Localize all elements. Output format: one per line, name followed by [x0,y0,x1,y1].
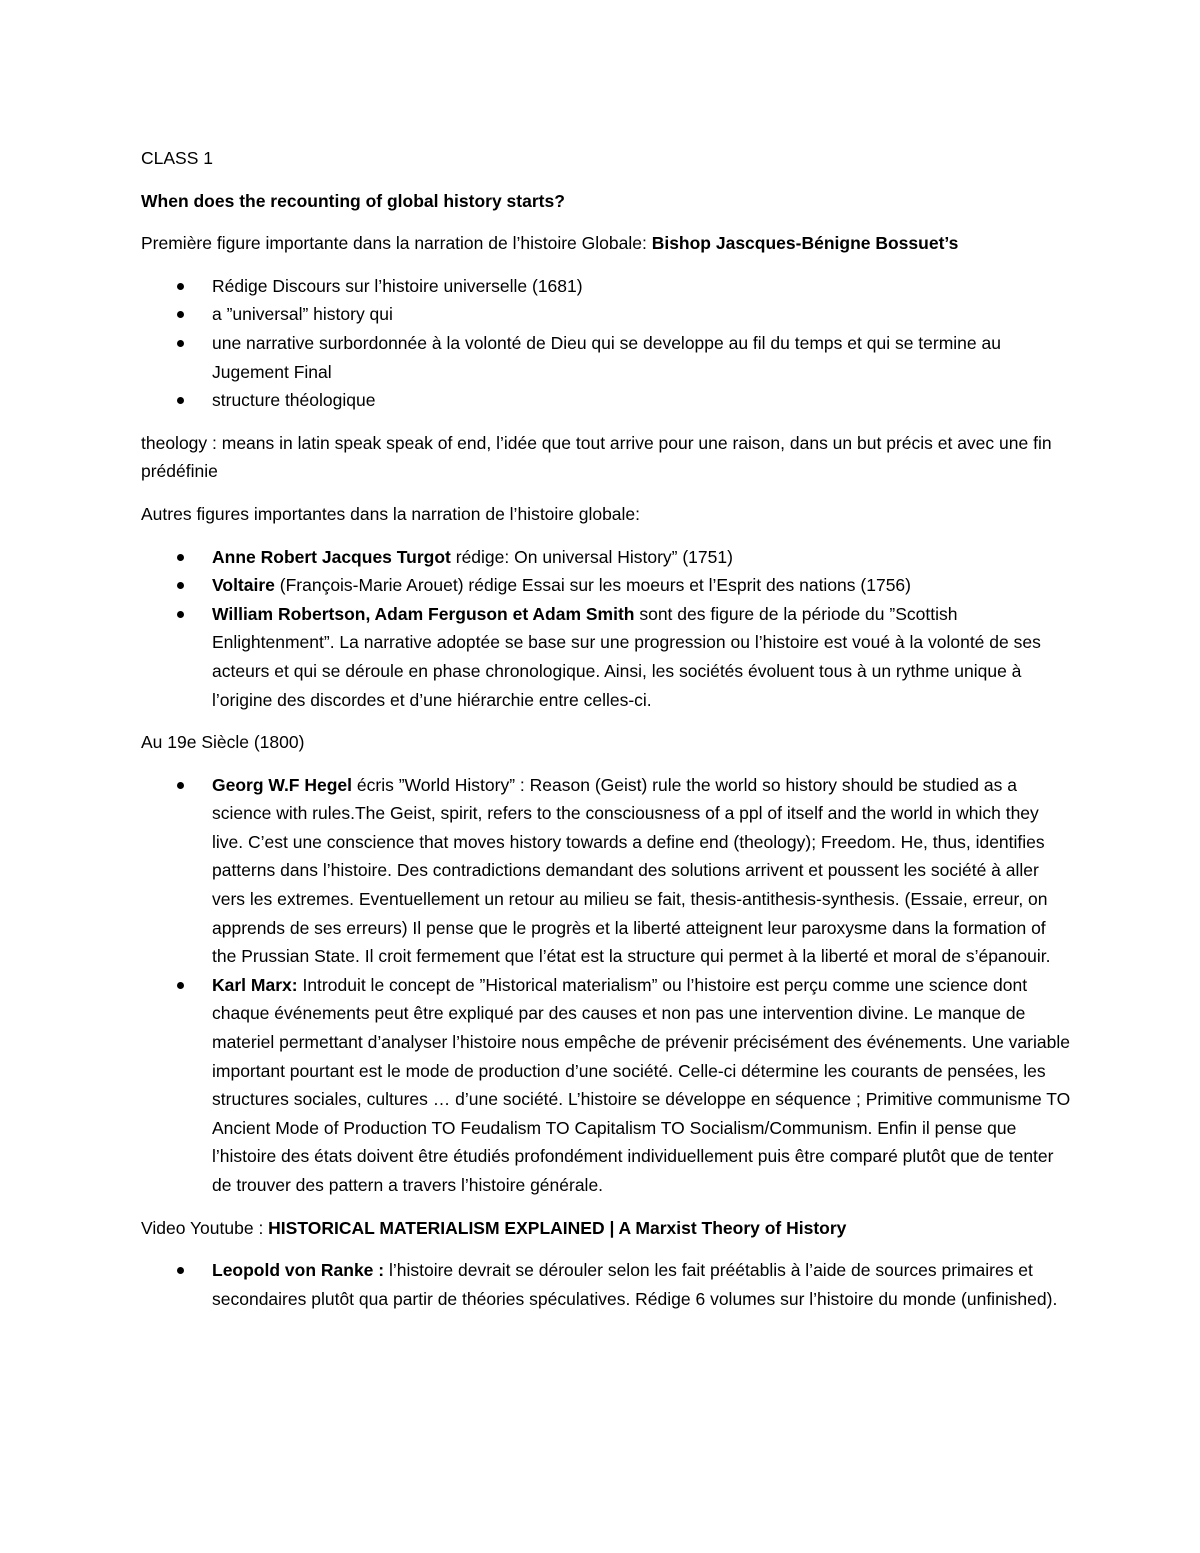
item-text: (François-Marie Arouet) rédige Essai sur les moeurs et l’Esprit des nations (1756) [274,575,911,596]
list-item: structure théologique [141,386,1071,415]
person-name: Georg W.F Hegel [212,774,353,795]
item-text: Introduit le concept de ”Historical materialism” ou l’histoire est perçu comme une science dont chaque événements peut être expliqué par des causes et non pas une intervention divine. Le manque de materiel permettant d’analyser l’histoire nous empêche de prévenir précisément des événements. Une variable important pourtant est le mode de production d’une société. Celle-ci détermine les courants de pensées, les structures sociales, cultures … d’une société. L’histoire se développe en séquence ; Primitive communisme TO Ancient Mode of Production TO Feudalism TO Capitalism TO Socialism/Communism. Enfin il pense que l’histoire des états doivent être étudiés profondément individuellement puis être comparé plutôt que de tenter de trouver des pattern a travers l’histoire générale. [212,974,1071,1195]
century-list [141,771,1071,1200]
item-text: sont des figure de la période du ”Scottish Enlightenment”. La narrative adoptée se base sur une progression ou l’histoire est voué à la volonté de ses acteurs et qui se déroule en phase chronologique. Ainsi, les sociétés évoluent tous à un rythme unique à l’origine des discordes et d’une hiérarchie entre celles-ci. [212,603,1041,710]
bossuet-name: Bishop Jascques-Bénigne Bossuet’s [651,233,959,254]
video-title: HISTORICAL MATERIALISM EXPLAINED | A Marxist Theory of History [268,1217,847,1238]
list-item [141,600,1071,714]
bossuet-list [141,272,1071,415]
list-item: Rédige Discours sur l’histoire universelle (1681) [141,272,1071,301]
intro-paragraph [141,229,1071,258]
others-intro: Autres figures importantes dans la narration de l’histoire globale: [141,503,641,524]
theology-definition: theology : means in latin speak speak of end, l’idée que tout arrive pour une raison, dans un but précis et avec une fin prédéfinie [141,432,1052,482]
item-text: rédige: On universal History” (1751) [450,546,733,567]
list-item [141,1256,1071,1313]
person-name: Anne Robert Jacques Turgot [212,546,451,567]
list-item: a ”universal” history qui [141,300,1071,329]
video-reference [141,1214,1071,1243]
item-text: écris ”World History” : Reason (Geist) rule the world so history should be studied as a science with rules.The Geist, spirit, refers to the consciousness of a ppl of itself and the world in which they live. C’est une conscience that moves history towards a define end (theology); Freedom. He, thus, identifies patterns dans l’histoire. Des contradictions demandant des solutions arrivent et poussent les société à aller vers les extremes. Eventuellement un retour au milieu se fait, thesis-antithesis-synthesis. (Essaie, erreur, on apprends de ses erreurs) Il pense que le progrès et la liberté atteignent leur paroxysme dans la formation of the Prussian State. Il croit fermement que l’état est la structure qui permet à la liberté et moral de s’épanouir. [212,774,1051,967]
document-body [141,144,1071,1327]
person-name: Voltaire [212,575,275,596]
question-heading: When does the recounting of global history starts? [141,190,565,211]
ranke-list [141,1256,1071,1313]
video-prefix: Video Youtube : [141,1217,269,1238]
person-name: William Robertson, Adam Ferguson et Adam Smith [212,603,635,624]
century-heading: Au 19e Siècle (1800) [141,732,305,753]
list-item [141,571,1071,600]
list-item: une narrative surbordonnée à la volonté de Dieu qui se developpe au fil du temps et qui se termine au Jugement Final [141,329,1071,386]
class-heading: CLASS 1 [141,148,213,168]
person-name: Karl Marx: [212,974,298,995]
item-text: l’histoire devrait se dérouler selon les fait préétablis à l’aide de sources primaires et secondaires plutôt qua partir de théories spéculatives. Rédige 6 volumes sur l’histoire du monde (unfinished). [212,1260,1058,1309]
person-name: Leopold von Ranke : [212,1260,385,1281]
list-item [141,971,1071,1200]
others-list [141,543,1071,715]
list-item [141,771,1071,971]
intro-text: Première figure importante dans la narration de l’histoire Globale: [141,233,652,254]
list-item [141,543,1071,572]
